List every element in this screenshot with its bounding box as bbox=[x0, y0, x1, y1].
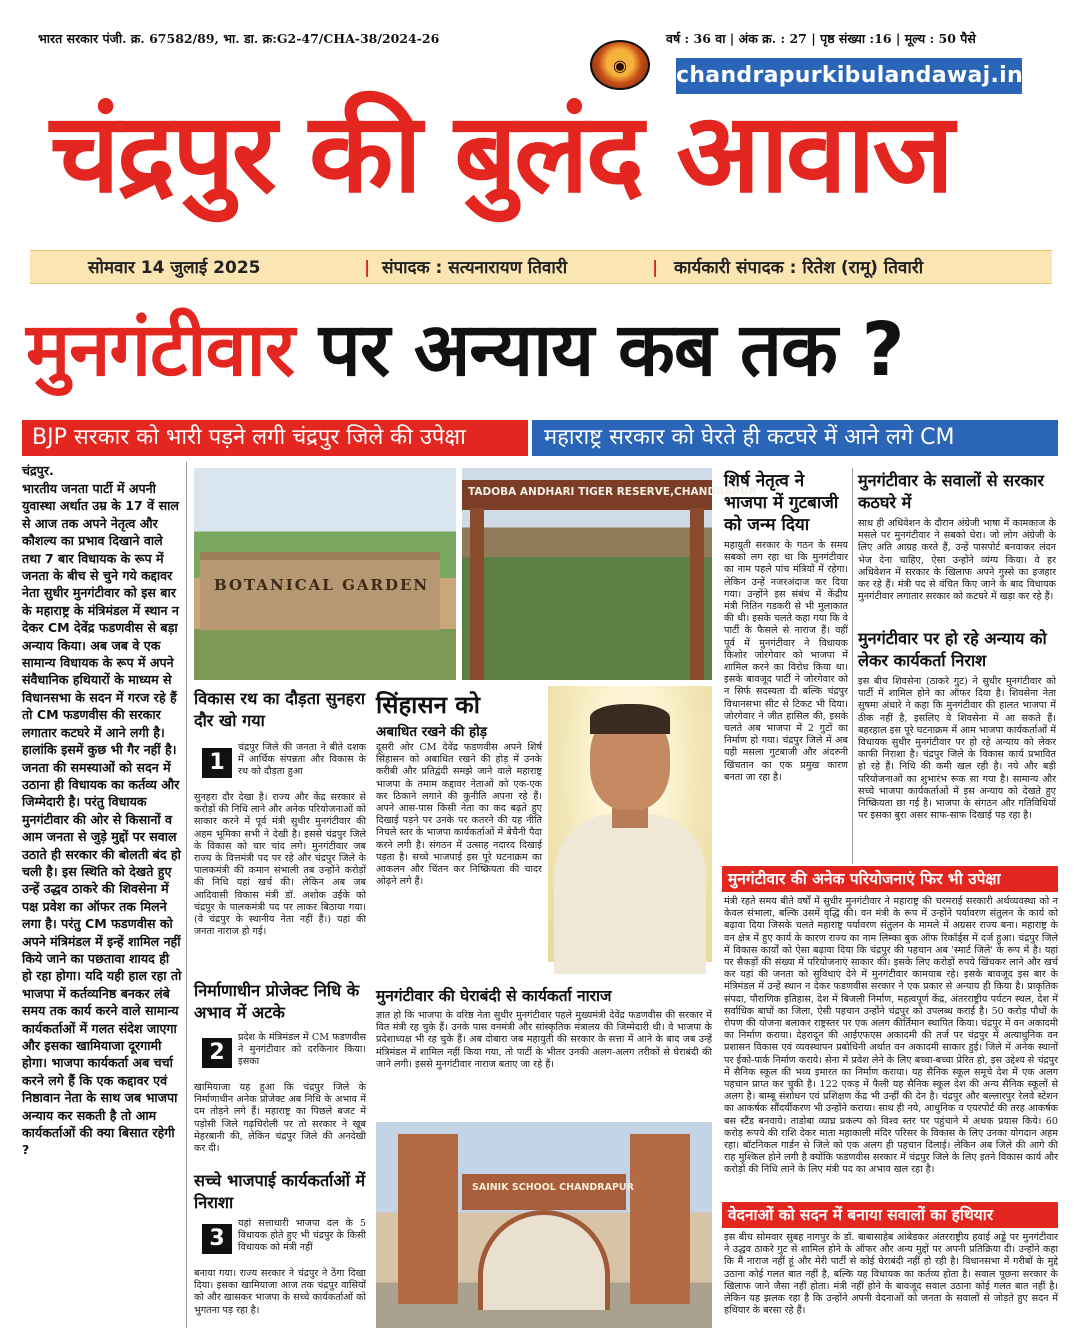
section-subheading-simhasan: अबाधित रखने की होड़ bbox=[376, 724, 487, 740]
column-divider bbox=[186, 462, 187, 1328]
anyay-text: इस बीच शिवसेना (ठाकरे गुट) ने सुधीर मुनगंटीवार को पार्टी में शामिल होने का ऑफर दिया है। शिवसेना नेता सुषमा अंधारे ने कहा कि मुनगंटीवार की हालत भाजपा में ठीक नहीं है, इसलिए वे शिवसेना में आ सकते हैं। बहरहाल इस पूरे घटनाक्रम में आम भाजपा कार्यकर्ताओं में विधायक सुधीर मुनगंटीवार पर हो रहे अन्याय को लेकर काफी निराशा है। चंद्रपुर जिले के विकास कार्य प्रभावित हो रहे हैं। निधि की कमी खल रही है। नये और बड़ी परियोजनाओं का शुभारंभ रूक सा गया है। सामान्य और सच्चे भाजपा कार्यकर्ताओं में इस अन्याय को देखते हुए निष्क्रियता छा गई है। भाजपा के संगठन और गतिविधियों पर इसका बुरा असर साफ-साफ दिखाई पड़ रहा है। bbox=[858, 676, 1056, 822]
newspaper-title: चंद्रपुर की बुलंद आवाज bbox=[50, 89, 952, 217]
dateline-place: चंद्रपुर. bbox=[22, 463, 54, 478]
sachche-bhajpai-text: बनाया गया। राज्य सरकार ने चंद्रपुर ने ठेंगा दिखा दिया। इसका खामियाजा आज तक चंद्रपुर वासियों को और खासकर भाजपा के सच्चे कार्यकर्ताओं को भुगतना पड़ रहा है। bbox=[194, 1268, 366, 1316]
portrait-coat bbox=[554, 814, 706, 974]
website-link[interactable]: chandrapurkibulandawaj.in bbox=[676, 58, 1022, 94]
gate-post bbox=[470, 508, 484, 680]
executive-editor-name: कार्यकारी संपादक : रितेश (रामू) तिवारी bbox=[674, 258, 924, 278]
issue-info: वर्ष : 36 वा | अंक क्र. : 27 | पृष्ठ संख्या :16 | मूल्य : 50 पैसे bbox=[666, 31, 976, 46]
sawalon-text: साथ ही अधिवेशन के दौरान अंग्रेजी भाषा में कामकाज के मसले पर मुनगंटीवार ने सबको घेरा। जो लोग अंग्रेजी के लिए अति आग्रह करते हैं, उन्हें पासपोर्ट बनवाकर लंदन भेज देना चाहिए, ऐसा उन्होंने व्यंग्य किया। वे हर अधिवेशन में सरकार के खिलाफ अपने गुस्से का इजहार कर रहे हैं। मंत्री पद से वंचित किए जाने के बाद विधायक मुनगंटीवार लगातार सरकार को कटघरे में खड़ा कर रहे हैं। bbox=[858, 518, 1056, 603]
section-heading-gherabandi: मुनगंटीवार की घेराबंदी से कार्यकर्ता नाराज bbox=[376, 987, 612, 1005]
section-heading-vikas-rath: विकास रथ का दौड़ता सुनहरा दौर खो गया bbox=[194, 689, 366, 730]
portrait-hair bbox=[590, 704, 670, 734]
date-bar bbox=[30, 250, 1052, 284]
section-heading-sachche-bhajpai: सच्चे भाजपाई कार्यकर्ताओं में निराशा bbox=[194, 1171, 366, 1212]
sainik-school-photo bbox=[376, 1122, 712, 1328]
lion-logo-icon: ◉ bbox=[590, 40, 650, 90]
headline-red-part: मुनगंटीवार bbox=[26, 307, 295, 393]
gherabandi-text: ज्ञात हो कि भाजपा के वरिष्ठ नेता सुधीर मुनगंटीवार पहले मुख्यमंत्री देवेंद्र फडणवीस की सरकार में वित मंत्री रह चुके हैं। उनके पास वनमंत्री और सांस्कृतिक मंत्रालय की जिम्मेदारी थी। वे भाजपा के प्रदेशाध्यक्ष भी रह चुके हैं। अब दोबारा जब महायुती की सरकार के सत्ता में आने के बाद जब उन्हें मंत्रिमंडल में शामिल नहीं किया गया, तो पार्टी के भीतर उनकी अलग-अलग तरीकों से घेराबंदी की जाने लगी। इससे मुनगंटीवार नाराज बताए जा रहे हैं। bbox=[376, 1010, 712, 1070]
nirmanadheen-text-intro: प्रदेश के मंत्रिमंडल में CM फडणवीस ने मुनगंटीवार को दरकिनार किया। इसका bbox=[238, 1032, 366, 1068]
section-number: 3 bbox=[202, 1224, 232, 1254]
section-heading-anyay: मुनगंटीवार पर हो रहे अन्याय को लेकर कार्यकर्ता निराश bbox=[858, 629, 1047, 670]
leader-portrait-photo bbox=[548, 686, 712, 962]
vedanao-text: इस बीच सोमवार सुबह नागपुर के डॉ. बाबासाहेब आंबेडकर अंतरराष्ट्रीय हवाई अड्डे पर मुनगंटीवार ने उद्धव ठाकरे गुट से शामिल होने के ऑफर और अन्य मुद्दों पर अपनी प्रतिक्रिया दी। उन्होंने कहा कि मैं नाराज नहीं हूं और मेरी पार्टी से कोई घेराबंदी नहीं हो रही है। विधानसभा में गरीबों के मुद्दे उठाना कोई गलत बात नहीं है, बल्कि यह विधायक का कर्तव्य होता है। सवाल पूछना सरकार के खिलाफ जाने जैसा नहीं होता। मंत्री नहीं होने के बावजूद सवाल उठाना कोई गलत बात नहीं है। लेकिन यह झलक रहा है कि उन्होंने अपनी वेदनाओं को जनता के सवालों से जोड़ते हुए सदन में हथियार के बरसा रहे हैं। bbox=[724, 1232, 1058, 1317]
sachche-bhajpai-text-intro: यहां सत्ताधारी भाजपा दल के 5 विधायक होते हुए भी चंद्रपुर के किसी विधायक को मंत्री नहीं bbox=[238, 1218, 366, 1254]
headline-black-part: पर अन्याय कब तक ? bbox=[294, 307, 904, 393]
subheadline-right: महाराष्ट्र सरकार को घेरते ही कटघरे में आने लगे CM bbox=[532, 420, 1058, 456]
vikas-rath-text-intro: चंद्रपुर जिले की जनता ने बीते दशक में आर्थिक संपन्नता और विकास के रथ को दौड़ता हुआ bbox=[238, 742, 366, 778]
section-heading-sawalon: मुनगंटीवार के सवालों से सरकार कठघरे में bbox=[858, 471, 1044, 512]
nirmanadheen-text: खामियाजा यह हुआ कि चंद्रपुर जिले के निर्माणाधीन अनेक प्रोजेक्ट अब निधि के अभाव में दम तोड़ने लगे हैं। महाराष्ट्र का पिछले बजट में पड़ोसी जिले गढ़चिरोली पर तो सरकार ने खूब मेहरबानी की, लेकिन चंद्रपुर जिले की अनदेखी कर दी। bbox=[194, 1082, 366, 1155]
reserve-sign: TADOBA ANDHARI TIGER RESERVE,CHANDRAPUR bbox=[468, 486, 757, 498]
subheadline-left: BJP सरकार को भारी पड़ने लगी चंद्रपुर जिले की उपेक्षा bbox=[22, 420, 528, 456]
section-number: 1 bbox=[202, 748, 232, 778]
vikas-rath-text: सुनहरा दौर देखा है। राज्य और केंद्र सरकार से करोड़ों की निधि लाने और अनेक परियोजनाओं को साकार करने में पूर्व मंत्री सुधीर मुनगंटीवार की अहम भूमिका सभी ने देखी है। इससे चंद्रपुर जिले के विकास को चार चांद लगे। मुनगंटीवार जब राज्य के वित्तमंत्री पद पर रहे और चंद्रपुर जिले के पालकमंत्री की कमान संभाली तब उन्होंने करोड़ों की निधि यहां खर्च की। लेकिन अब जब आदिवासी विकास मंत्री डॉ. अशोक उईके को चंद्रपुर के पालकमंत्री पद पर लाकर बिठाया गया। (वे चंद्रपुर के स्थानीय नेता नहीं हैं।) यहां की जनता नाराज हो गई। bbox=[194, 792, 366, 938]
botanical-garden-photo bbox=[194, 468, 456, 680]
separator: | bbox=[364, 258, 371, 278]
separator: | bbox=[652, 258, 659, 278]
garden-sign: BOTANICAL GARDEN bbox=[214, 576, 430, 594]
school-tower bbox=[630, 1134, 690, 1304]
school-gate-arch bbox=[478, 1210, 610, 1310]
tiger-reserve-photo bbox=[462, 468, 757, 680]
section-band-vedanao: वेदनाओं को सदन में बनाया सवालों का हथियार bbox=[722, 1202, 1058, 1228]
registration-line: भारत सरकार पंजी. क्र. 67582/89, भा. डा. क्र:G2-47/CHA-38/2024-26 bbox=[38, 31, 440, 46]
lead-article-text: भारतीय जनता पार्टी में अपनी युवास्था अर्थात उम्र के 17 वें साल से आज तक अपने नेतृत्व और कौशल्य का प्रभाव दिखाने वाले तथा 7 बार विधायक के रूप में जनता के बीच से चुने गये कद्दावर नेता सुधीर मुनगंटीवार को इस बार के महाराष्ट्र के मंत्रिमंडल में स्थान न देकर CM देवेंद्र फडणवीस से बड़ा अन्याय किया। अब जब वे एक सामान्य विधायक के रूप में अपने संवैधानिक हथियारों के माध्यम से विधानसभा के सदन में गरज रहे हैं तो CM फडणवीस की सरकार लगातार कटघरे में आने लगी है। हालांकि इसमें कुछ भी गैर नहीं है। जनता की समस्याओं को सदन में उठाना ही विधायक का कर्तव्य और जिम्मेदारी है। परंतु विधायक मुनगंटीवार की ओर से किसानों व आम जनता से जुड़े मुद्दों पर सवाल उठाते ही सरकार की बोलती बंद हो चली है। इस स्थिति को देखते हुए उन्हें उद्धव ठाकरे की शिवसेना में पक्ष प्रवेश का ऑफर तक मिलने लगा है। परंतु CM फडणवीस को अपने मंत्रिमंडल में इन्हें शामिल नहीं किये जाने का पछतावा शायद ही हो रहा होगा। यदि यही हाल रहा तो भाजपा में कर्तव्यनिष्ठ बनकर लंबे समय तक कार्य करने वाले सामान्य कार्यकर्ताओं में गलत संदेश जाएगा और इसका खामियाजा दूरगामी होगा। भाजपा कार्यकर्ता अब चर्चा करने लगे हैं कि एक कद्दावर एवं निष्ठावान नेता के साथ जब भाजपा अन्याय कर सकती है तो आम कार्यकर्ताओं की क्या बिसात रहेगी ? bbox=[22, 481, 182, 1158]
issue-date: सोमवार 14 जुलाई 2025 bbox=[88, 258, 261, 278]
school-tower bbox=[398, 1134, 458, 1304]
main-headline bbox=[26, 300, 1056, 400]
school-sign: SAINIK SCHOOL CHANDRAPUR bbox=[472, 1182, 634, 1193]
section-band-pariyojana: मुनगंटीवार की अनेक परियोजनाएं फिर भी उपेक्षा bbox=[722, 866, 1058, 892]
shirsh-netritva-text: महायुती सरकार के गठन के समय सबको लग रहा था कि मुनगंटीवार का नाम पहले पांच मंत्रियों में रहेगा। लेकिन उन्हें नजरअंदाज कर दिया गया। उन्होंने इस संबंध में केंद्रीय मंत्री नितिन गडकरी से भी मुलाकात की थी। इसके चलते कहा गया कि वे पार्टी के फैसले से नाराज हैं। वहीं पूर्व में मुनगंटीवार ने विधायक किशोर जोरगेवार को भाजपा में शामिल करने का विरोध किया था। इसके बावजूद पार्टी ने जोरगेवार को न सिर्फ सदस्यता दी बल्कि चंद्रपुर विधानसभा सीट से टिकट भी दिया। जोरगेवार ने जीत हासिल की, इसके चलते अब भाजपा में 2 गुटों का निर्माण हो गया। चंद्रपुर जिले में अब यही मसला गुटबाजी और अंदरुनी खिंचतान का एक प्रमुख कारण बनता जा रहा है। bbox=[724, 540, 848, 783]
section-heading-nirmanadheen: निर्माणाधीन प्रोजेक्ट निधि के अभाव में अटके bbox=[194, 981, 360, 1022]
editor-name: संपादक : सत्यनारायण तिवारी bbox=[382, 258, 568, 278]
section-number: 2 bbox=[202, 1038, 232, 1068]
gate-post bbox=[690, 508, 704, 680]
simhasan-text: दूसरी ओर CM देवेंद्र फडणवीस अपने शिर्ष सिंहासन को अबाधित रखने की होड़ में उनके करीबी और प्रतिद्वंदी समझे जाने वाले महाराष्ट्र भाजपा के तमाम कद्दावर नेताओं को एक-एक कर ठिकाने लगाने की कुनीति अपना रहे हैं। अपने आस-पास किसी नेता का कद बढ़ते हुए दिखाई पड़ने पर उनके पर कतरने की यह नीति निचले स्तर के भाजपा कार्यकर्ताओं में बेचैनी पैदा करने लगी है। संगठन में उत्साह नदारद दिखाई पड़ता है। सच्चे भाजपाई इस पूरे घटनाक्रम का आकलन और चिंतन कर निष्क्रियता की चादर ओढ़ने लगे हैं। bbox=[376, 742, 542, 888]
section-heading-shirsh-netritva: शिर्ष नेतृत्व ने भाजपा में गुटबाजी को जन्म दिया bbox=[724, 471, 839, 535]
column-divider bbox=[852, 468, 853, 864]
section-heading-simhasan: सिंहासन को bbox=[376, 691, 480, 719]
pariyojana-text: मंत्री रहते समय बीते वर्षों में सुधीर मुनगंटीवार ने महाराष्ट्र की चरमराई सरकारी अर्थव्यवस्था को न केवल संभाला, बल्कि उसमें वृद्धि की। वन मंत्री के रूप में उन्होंने पर्यावरण संतुलन के कार्य को बढ़ावा दिया जिसके चलते महाराष्ट्र पर्यावरण संतुलन के मामले में अग्रसर राज्य बना। महाराष्ट्र के वन क्षेत्र में हुए कार्य के कारण राज्य का नाम लिम्का बुक ऑफ रिकॉर्ड्स में दर्ज हुआ। चंद्रपुर जिले में विकास कार्यों को ऐसा बढ़ावा दिया कि चंद्रपुर की पहचान अब 'स्मार्ट जिले' के रूप में है। यहां पर सैकड़ों की संख्या में परियोजनाएं साकार की। इसके लिए करोड़ों रुपये खिंचकर लाने और खर्च कर यहां की जनता को सुविधाएं देने में मुनगंटीवार कामयाब रहे। इसके बावजूद इस बार के मंत्रिमंडल में उन्हें स्थान न देकर फडणवीस सरकार ने एक प्रकार से अन्याय ही किया है। प्राकृतिक संपदा, पौराणिक इतिहास, देश में बिजली निर्माण, महत्वपूर्ण केंद्र, अंतरराष्ट्रीय पर्यटन स्थल, देश में सर्वाधिक बाघों का जिला, ऐसी पहचान उन्होंने चंद्रपुर को उपलब्ध कराई है। 50 करोड़ पौधों के रोपण की योजना बलाकर राष्ट्रस्तर पर एक अलग कीर्तिमान स्थापित किया। चंद्रपुर में वन अकादमी का निर्माण कराया। देहरादून की आईएफएस अकादमी की तर्ज पर चंद्रपुर में अत्याधुनिक वन प्रशासन विकास एवं व्यवस्थापन प्रबोधिनी अर्थात वन अकादमी साकार हुई। जिले में अनेक स्थानों पर ईको-पार्क निर्माण कराये। सेना में प्रवेश लेने के लिए बच्चा-बच्चा प्रेरित हो, इस उद्देश्य से चंद्रपुर में सैनिक स्कूल की भव्य इमारत का निर्माण कराया। यह सैनिक स्कूल समूचे देश में एक अलग पहचान प्राप्त कर चुकी है। 122 एकड़ में फैली यह सैनिक स्कूल देश की अन्य सैनिक स्कूलों से अलग है। बाम्बू संशोधन एवं प्रशिक्षण केंद्र भी उन्हीं की देन है। चंद्रपुर और बल्लारपुर रेलवे स्टेशन का आकर्षक सौंदर्यीकरण भी उन्होंने कराया। साथ ही नये, आधुनिक व एयरपोर्ट की तरह आकर्षक बस स्टैंड बनवाये। ताडोबा व्याघ्र प्रकल्प को विश्व स्तर पर पहुंचाने में अथक प्रयास किये। 60 करोड़ रूपये की राशि देकर माता महाकाली मंदिर परिसर के विकास के लिए उनका योगदान अहम रहा। बॉटनिकल गार्डन से जिले को एक अलग ही पहचान दिलाई। लेकिन अब जिले की आगे की राह मुश्किल होने लगी है क्योंकि फडणवीस सरकार में चंद्रपुर जिले के लिए इतने विकास कार्य और करोड़ों की निधि लाने के लिए मंत्री पद का अभाव खल रहा है। bbox=[724, 896, 1058, 1176]
